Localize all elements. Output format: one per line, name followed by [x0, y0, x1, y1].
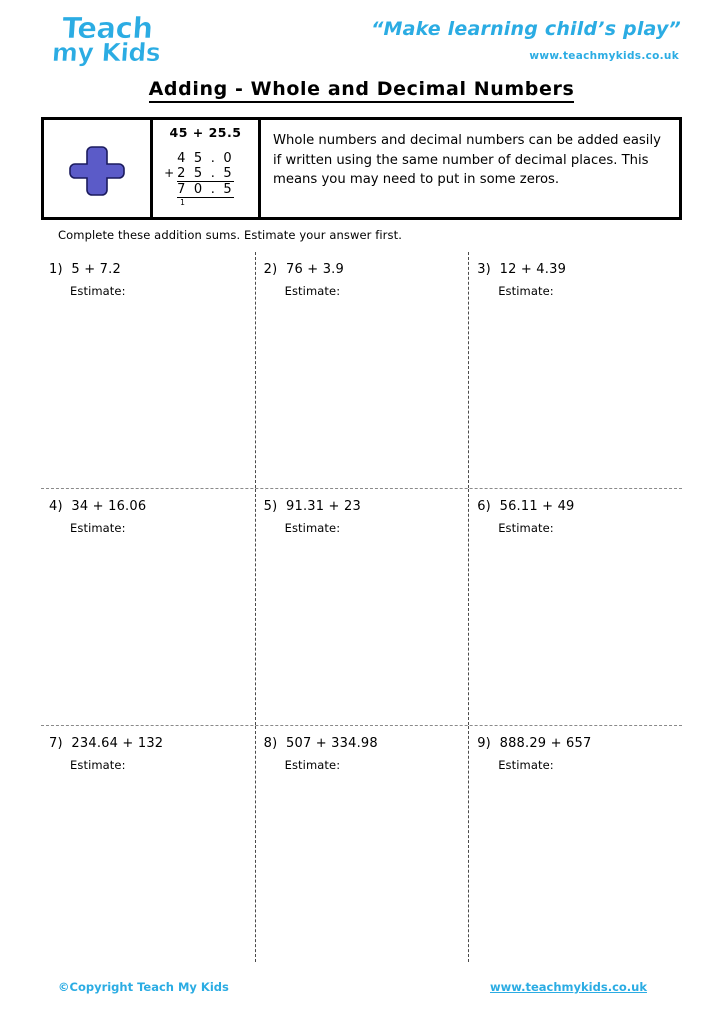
question-cell-9[interactable]: [468, 726, 682, 962]
question-cell-3[interactable]: [468, 252, 682, 488]
logo-text-top: Teach: [60, 11, 154, 45]
operator-cell: [44, 120, 153, 217]
estimate-label-7: Estimate:: [70, 758, 126, 772]
question-text-6: 6) 56.11 + 49: [477, 499, 575, 514]
estimate-label-1: Estimate:: [70, 284, 126, 298]
header-website-url[interactable]: www.teachmykids.co.uk: [529, 50, 679, 62]
teach-my-kids-logo: [50, 11, 188, 74]
sum-result: 7 0 . 5: [177, 182, 234, 197]
question-cell-5[interactable]: [255, 489, 469, 725]
question-text-5: 5) 91.31 + 23: [263, 499, 361, 514]
estimate-label-9: Estimate:: [498, 758, 554, 772]
question-text-1: 1) 5 + 7.2: [49, 262, 121, 277]
estimate-label-6: Estimate:: [498, 521, 554, 535]
question-text-8: 8) 507 + 334.98: [263, 736, 378, 751]
estimate-label-8: Estimate:: [284, 758, 341, 772]
logo-text-bottom: my Kids: [50, 38, 162, 67]
column-addition: [164, 151, 234, 207]
footer-website-link[interactable]: www.teachmykids.co.uk: [489, 980, 647, 994]
example-sum-title: 45 + 25.5: [169, 125, 242, 140]
addend-bottom: 2 5 . 5: [177, 166, 234, 181]
estimate-label-5: Estimate:: [284, 521, 341, 535]
question-text-9: 9) 888.29 + 657: [477, 736, 592, 751]
question-cell-7[interactable]: [41, 726, 255, 962]
estimate-label-2: Estimate:: [284, 284, 341, 298]
example-sum-cell: [153, 120, 261, 217]
page-title-text: Adding - Whole and Decimal Numbers: [149, 78, 575, 103]
estimate-label-4: Estimate:: [70, 521, 126, 535]
question-text-4: 4) 34 + 16.06: [49, 499, 147, 514]
question-cell-8[interactable]: [255, 726, 469, 962]
worked-example-box: [41, 117, 682, 220]
example-explanation: Whole numbers and decimal numbers can be added easily if written using the same number of decimal places. This means you may need to put in some zeros.: [273, 133, 661, 187]
question-cell-2[interactable]: [255, 252, 469, 488]
question-text-2: 2) 76 + 3.9: [263, 262, 344, 277]
question-grid: [41, 252, 682, 962]
question-row-2: [41, 488, 682, 725]
carry-digit: 1: [180, 198, 185, 207]
question-text-7: 7) 234.64 + 132: [49, 736, 164, 751]
copyright-text: ©Copyright Teach My Kids: [58, 980, 229, 994]
question-cell-6[interactable]: [468, 489, 682, 725]
plus-operator-symbol: +: [164, 166, 175, 180]
instruction-text: Complete these addition sums. Estimate your answer first.: [58, 228, 402, 242]
page-header: [0, 0, 723, 78]
question-row-1: [41, 252, 682, 488]
plus-icon: [68, 140, 126, 198]
question-cell-1[interactable]: [41, 252, 255, 488]
tagline: “Make learning child’s play”: [371, 18, 681, 40]
question-text-3: 3) 12 + 4.39: [477, 262, 567, 277]
page-footer: [0, 980, 723, 1010]
page-title: [0, 78, 723, 100]
addend-top: 4 5 . 0: [177, 151, 234, 166]
question-row-3: [41, 725, 682, 962]
question-cell-4[interactable]: [41, 489, 255, 725]
estimate-label-3: Estimate:: [498, 284, 554, 298]
